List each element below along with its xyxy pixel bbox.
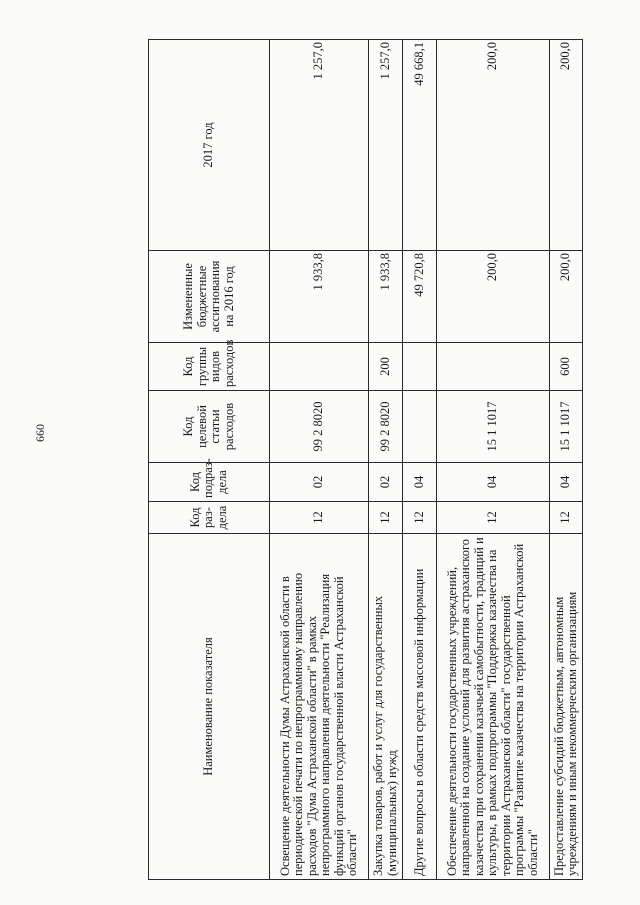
row-2017: 49 668,1 [403,40,437,251]
row-podrazdel: 04 [437,463,550,502]
header-gruppa: Код группы видов расходов [149,343,270,391]
row-name: Освещение деятельности Думы Астраханской области в периодической печати по непрограммному направлению расходов "Дума Астраханской области" в рамках непрограммного направления деятельности "Реализация функций органов государственной власти Астраханской области" [270,534,369,880]
row-gruppa [437,343,550,391]
table-row [369,40,403,880]
row-2017: 1 257,0 [369,40,403,251]
row-gruppa: 200 [369,343,403,391]
table-row [437,40,550,880]
row-2017: 200,0 [550,40,583,251]
budget-table-container [148,40,579,880]
budget-table [148,39,583,880]
row-razdel: 12 [270,502,369,534]
header-2017: 2017 год [149,40,270,251]
row-name: Закупка товаров, работ и услуг для государственных (муниципальных) нужд [369,534,403,880]
row-razdel: 12 [550,502,583,534]
row-gruppa [270,343,369,391]
row-tselevaya: 15 1 1017 [437,391,550,463]
row-tselevaya [403,391,437,463]
row-podrazdel: 02 [369,463,403,502]
row-tselevaya: 99 2 8020 [369,391,403,463]
header-tselevaya: Код целевой статьи расходов [149,391,270,463]
table-row [550,40,583,880]
header-razdel: Код раз-дела [149,502,270,534]
row-izm-2016: 1 933,8 [270,251,369,343]
row-izm-2016: 49 720,8 [403,251,437,343]
table-header [149,40,270,880]
row-gruppa [403,343,437,391]
row-izm-2016: 200,0 [550,251,583,343]
row-2017: 200,0 [437,40,550,251]
header-izm-2016: Измененные бюджетные ассигнования на 2016 год [149,251,270,343]
header-name: Наименование показателя [149,534,270,880]
row-izm-2016: 200,0 [437,251,550,343]
table-row [270,40,369,880]
row-razdel: 12 [369,502,403,534]
row-izm-2016: 1 933,8 [369,251,403,343]
row-name: Обеспечение деятельности государственных учреждений, направленной на создание условий для развития астраханского казачества при сохранении казачьей самобытности, традиций и культуры, в рамках подпрограммы "Поддержка казачества на территории Астраханской области" государственной программы "Развитие казачества на территории Астраханской области" [437,534,550,880]
row-name: Предоставление субсидий бюджетным, автономным учреждениям и иным некоммерческим организациям [550,534,583,880]
page-number: 660 [33,424,47,442]
row-tselevaya: 99 2 8020 [270,391,369,463]
row-razdel: 12 [403,502,437,534]
row-2017: 1 257,0 [270,40,369,251]
header-podrazdel: Код подраз-дела [149,463,270,502]
row-tselevaya: 15 1 1017 [550,391,583,463]
table-row [403,40,437,880]
row-podrazdel: 04 [403,463,437,502]
row-gruppa: 600 [550,343,583,391]
row-razdel: 12 [437,502,550,534]
row-podrazdel: 02 [270,463,369,502]
row-name: Другие вопросы в области средств массовой информации [403,534,437,880]
row-podrazdel: 04 [550,463,583,502]
